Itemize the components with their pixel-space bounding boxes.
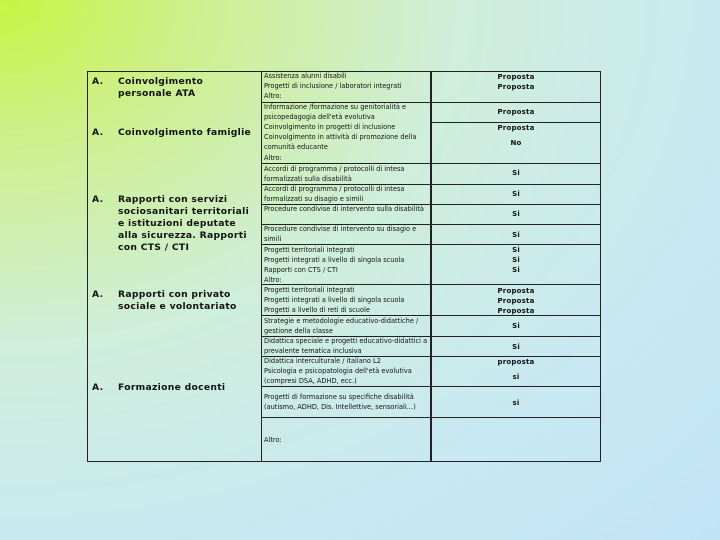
row-divider: [261, 417, 431, 418]
section-title: Coinvolgimento personale ATA: [118, 76, 204, 99]
response-value: Proposta: [497, 124, 535, 132]
item-text: Coinvolgimento in progetti di inclusione: [264, 123, 396, 131]
row-divider: [431, 336, 601, 337]
row-divider: [431, 204, 601, 205]
item-text: Rapporti con CTS / CTI: [264, 266, 338, 274]
item-text: Altro:: [264, 436, 282, 444]
response-value: Si: [512, 256, 520, 264]
section-title: Formazione docenti: [118, 382, 226, 393]
item-text: Altro:: [264, 92, 282, 100]
section-title: Rapporti con servizi sociosanitari territoriali e istituzioni deputate alla sicurezza. Rapporti con CTS / CTI: [118, 194, 250, 253]
response-value: Proposta: [497, 83, 535, 91]
item-text: Informazione /formazione su genitorialità e psicopedagogia dell'età evolutiva: [264, 103, 407, 121]
section-title: Coinvolgimento famiglie: [118, 127, 252, 138]
section-letter: A.: [92, 127, 104, 138]
row-divider: [431, 284, 601, 285]
item-text: Progetti integrati a livello di singola scuola: [264, 296, 405, 304]
row-divider: [431, 224, 601, 225]
row-divider: [431, 184, 601, 185]
response-value: si: [512, 373, 520, 381]
item-text: Strategie e metodologie educativo-didattiche / gestione della classe: [264, 317, 419, 335]
item-text: Progetti territoriali integrati: [264, 286, 355, 294]
response-value: Si: [512, 169, 520, 177]
response-value: si: [512, 399, 520, 407]
response-value: Proposta: [497, 108, 535, 116]
section-title: Rapporti con privato sociale e volontariato: [118, 289, 237, 312]
item-text: Psicologia e psicopatologia dell'età evolutiva (compresi DSA, ADHD, ecc.): [264, 367, 412, 385]
section-letter: A.: [92, 289, 104, 300]
item-text: Procedure condivise di intervento sulla disabilità: [264, 205, 424, 213]
item-text: Progetti di inclusione / laboratori integrati: [264, 82, 402, 90]
item-text: Progetti a livello di reti di scuole: [264, 306, 370, 314]
row-divider: [431, 417, 601, 418]
item-text: Procedure condivise di intervento su disagio e simili: [264, 225, 417, 243]
response-value: Proposta: [497, 73, 535, 81]
response-value: proposta: [497, 358, 535, 366]
row-divider: [261, 386, 431, 387]
response-value: No: [510, 139, 522, 147]
item-text: Didattica speciale e progetti educativo-didattici a prevalente tematica inclusiva: [264, 337, 428, 355]
response-value: Si: [512, 246, 520, 254]
item-text: Accordi di programma / protocolli di intesa formalizzati sulla disabilità: [264, 165, 405, 183]
item-text: Accordi di programma / protocolli di intesa formalizzati su disagio e simili: [264, 185, 405, 203]
item-text: Assistenza alunni disabili: [264, 72, 347, 80]
response-value: Si: [512, 343, 520, 351]
item-text: Progetti di formazione su specifiche disabilità (autismo, ADHD, Dis. Intellettive, sensoriali…): [264, 393, 416, 411]
item-text: Progetti territoriali integrati: [264, 246, 355, 254]
response-value: Si: [512, 190, 520, 198]
item-text: Altro:: [264, 276, 282, 284]
item-text: Altro:: [264, 154, 282, 162]
item-text: Progetti integrati a livello di singola scuola: [264, 256, 405, 264]
response-value: Si: [512, 231, 520, 239]
row-divider: [431, 163, 601, 164]
row-divider: [431, 102, 601, 103]
row-divider: [431, 386, 601, 387]
response-value: Proposta: [497, 297, 535, 305]
response-value: Proposta: [497, 307, 535, 315]
item-text: Coinvolgimento in attività di promozione della comunità educante: [264, 133, 417, 151]
section-letter: A.: [92, 76, 104, 87]
response-value: Si: [512, 210, 520, 218]
response-value: Si: [512, 322, 520, 330]
response-value: Proposta: [497, 287, 535, 295]
response-value: Si: [512, 266, 520, 274]
column-divider: [261, 71, 262, 462]
item-text: Didattica interculturale / italiano L2: [264, 357, 381, 365]
section-letter: A.: [92, 194, 104, 205]
section-letter: A.: [92, 382, 104, 393]
